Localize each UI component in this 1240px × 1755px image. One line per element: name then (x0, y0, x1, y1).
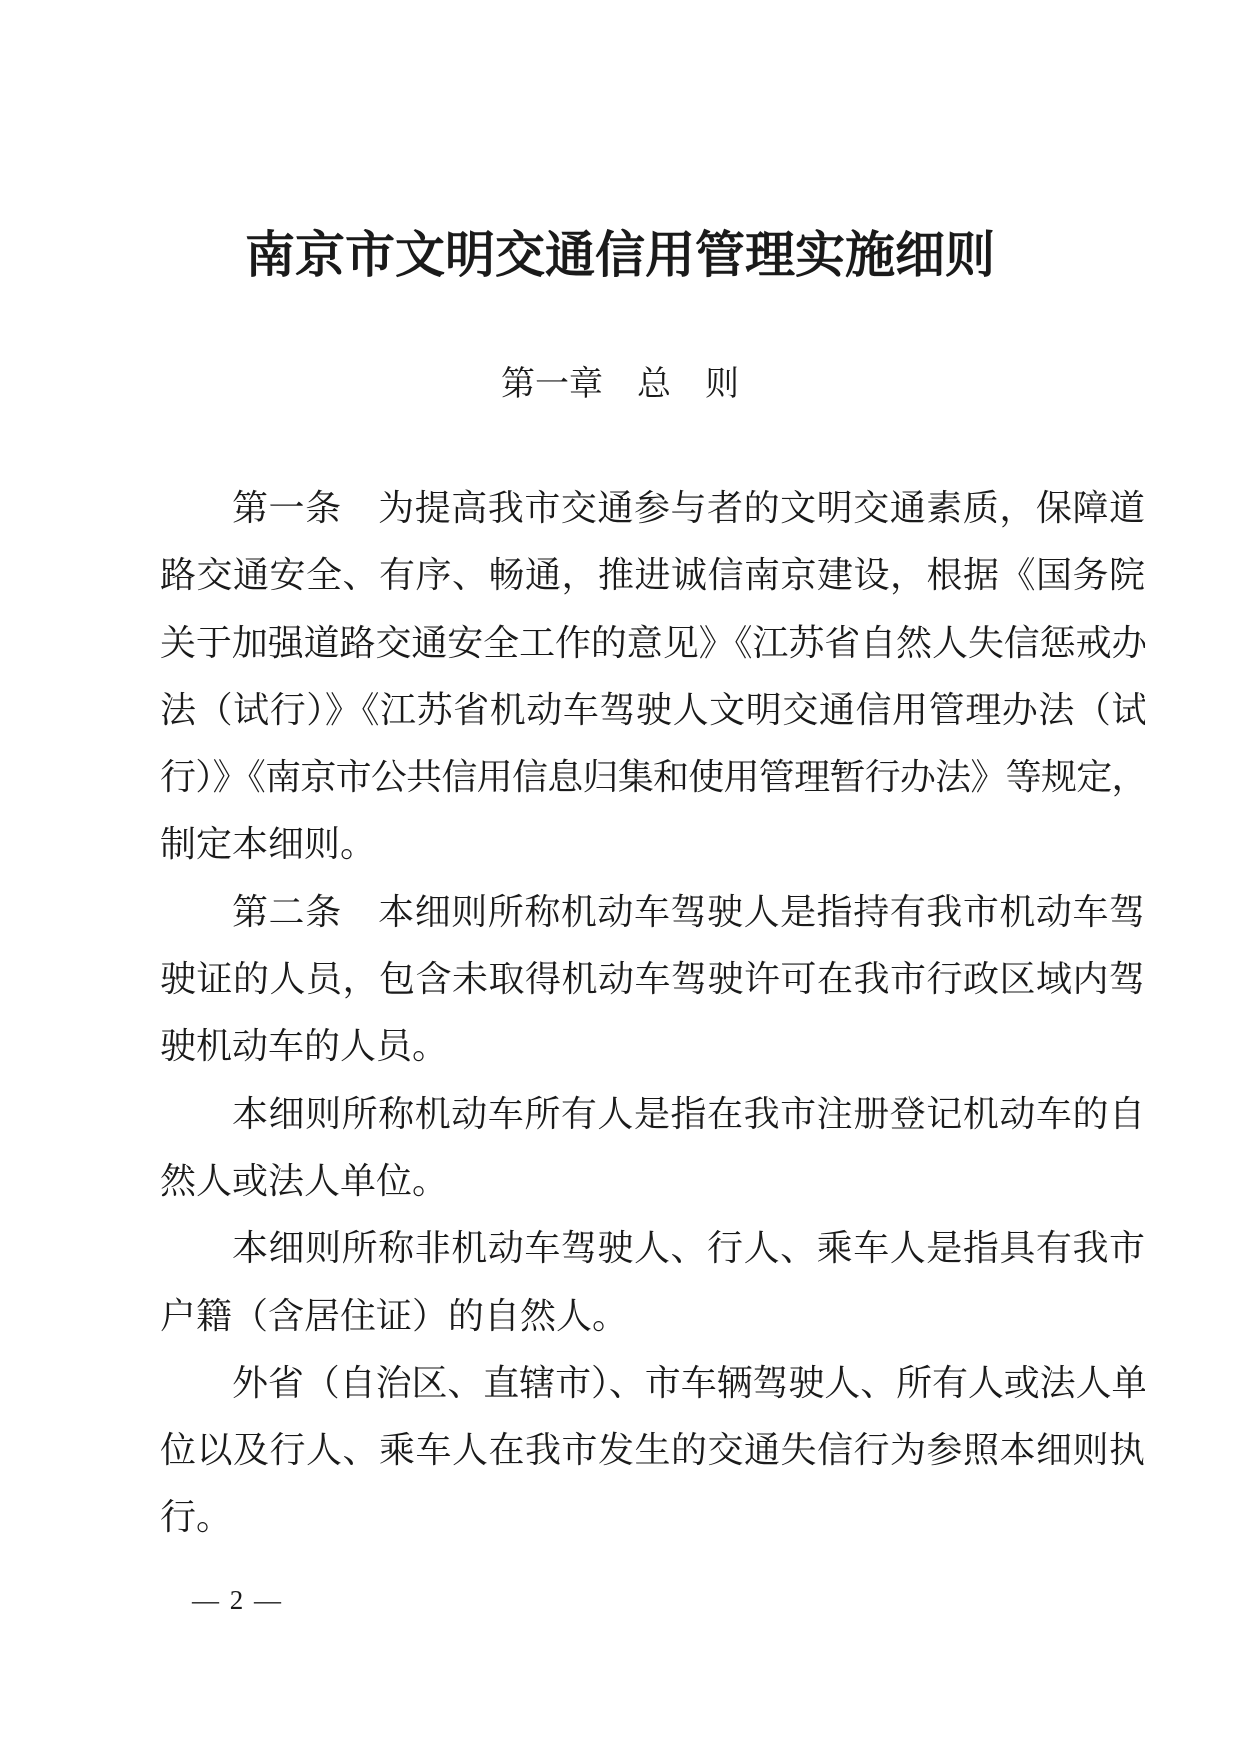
text-line: 户籍（含居住证）的自然人。 (160, 1294, 629, 1336)
page-number: — 2 — (192, 1585, 283, 1615)
text-line: 行。 (160, 1496, 233, 1538)
document-body (160, 474, 1145, 1551)
text-line: 制定本细则。 (160, 823, 377, 865)
text-line: 路交通安全、有序、畅通，推进诚信南京建设，根据《国务院 (160, 554, 1145, 596)
document-title: 南京市文明交通信用管理实施细则 (245, 227, 995, 283)
text-line: 驶证的人员，包含未取得机动车驾驶许可在我市行政区域内驾 (160, 958, 1145, 1000)
text-line: 外省（自治区、直辖市）、市车辆驾驶人、所有人或法人单 (232, 1361, 1145, 1403)
text-line: 本细则所称机动车所有人是指在我市注册登记机动车的自 (232, 1092, 1145, 1134)
chapter-heading: 第一章 总 则 (501, 365, 739, 403)
text-line: 关于加强道路交通安全工作的意见》《江苏省自然人失信惩戒办 (160, 621, 1145, 663)
text-line: 行）》《南京市公共信用信息归集和使用管理暂行办法》等规定， (160, 756, 1145, 798)
text-line: 第一条 为提高我市交通参与者的文明交通素质，保障道 (232, 487, 1145, 528)
text-line: 本细则所称非机动车驾驶人、行人、乘车人是指具有我市 (232, 1227, 1145, 1269)
text-line: 位以及行人、乘车人在我市发生的交通失信行为参照本细则执 (160, 1429, 1145, 1471)
text-line: 然人或法人单位。 (160, 1159, 449, 1201)
text-line: 驶机动车的人员。 (160, 1025, 449, 1067)
text-line: 第二条 本细则所称机动车驾驶人是指持有我市机动车驾 (232, 890, 1145, 932)
text-line: 法（试行）》《江苏省机动车驾驶人文明交通信用管理办法（试 (160, 688, 1145, 730)
